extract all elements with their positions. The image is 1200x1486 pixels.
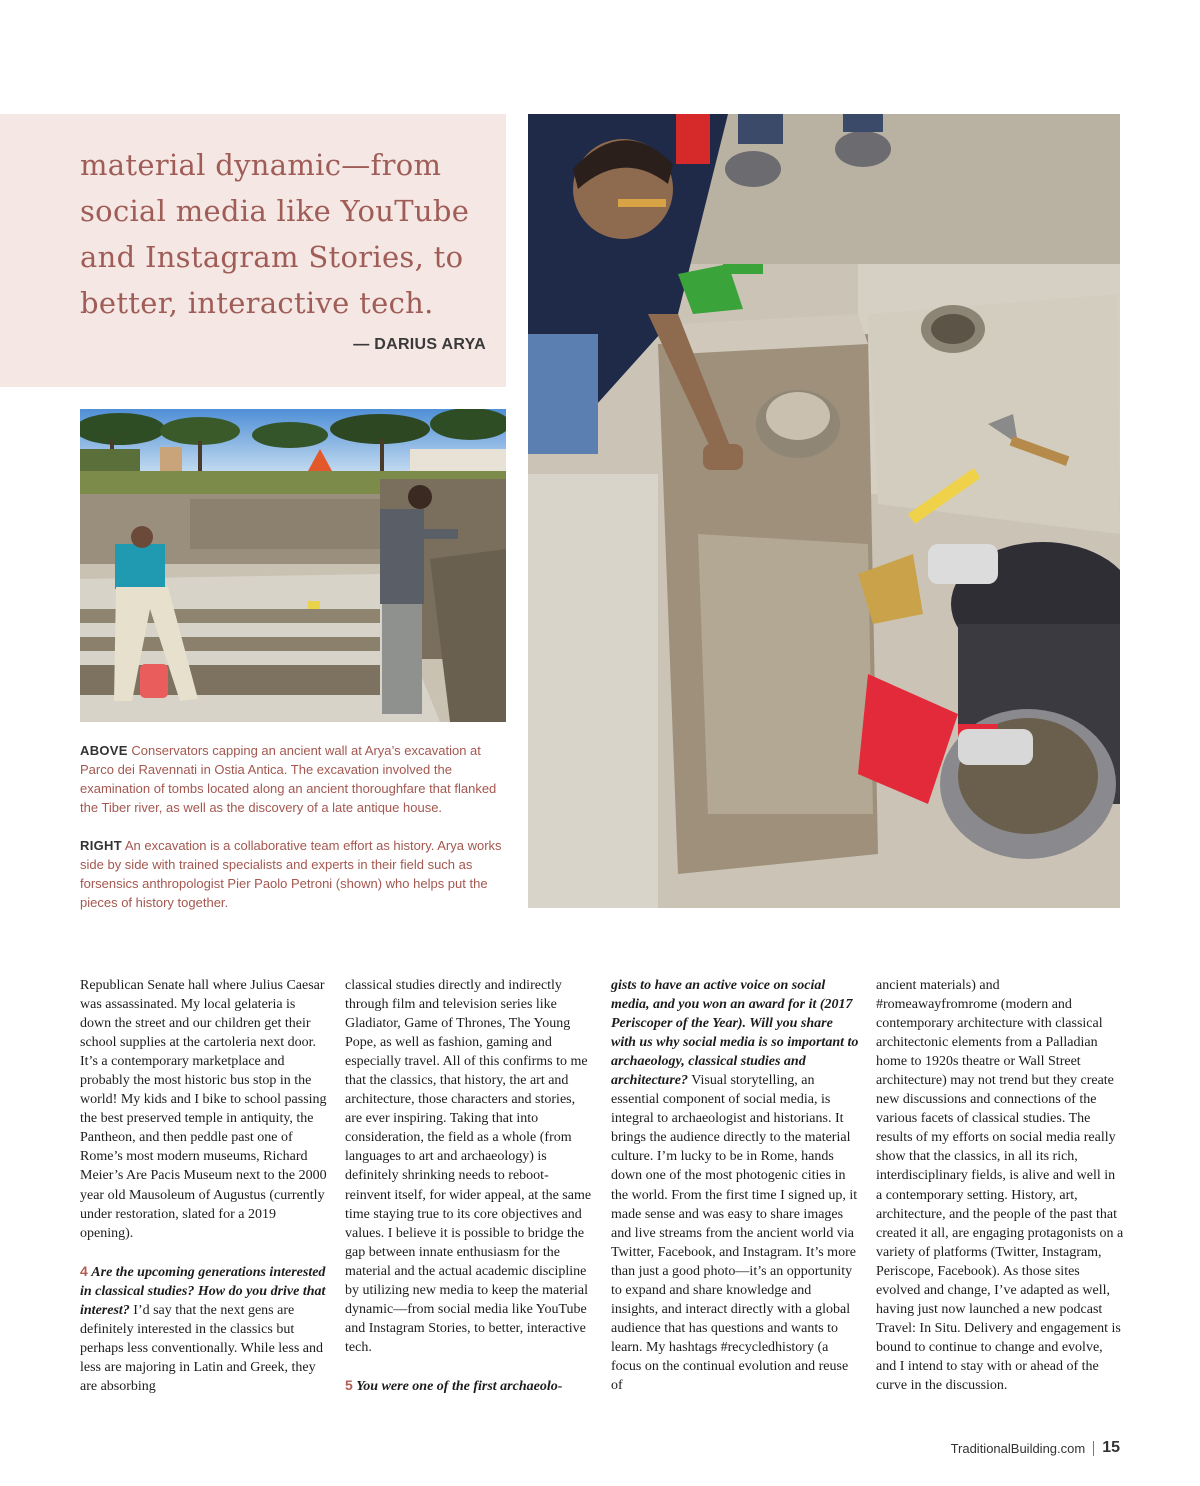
pull-quote-text: material dynamic—from social media like YouTube and Instagram Stories, to better, interactive tech. xyxy=(80,148,470,320)
caption-above-lead: ABOVE xyxy=(80,743,128,758)
question-5-start xyxy=(345,1376,593,1396)
pull-quote-box xyxy=(0,114,506,387)
caption-above-text: Conservators capping an ancient wall at Arya’s excavation at Parco dei Ravennati in Ostia Antica. The excavation involved the examination of tombs located along an ancient thoroughfare that flanked the Tiber river, as well as the discovery of a late antique house. xyxy=(80,743,497,815)
column-1-paragraph: Republican Senate hall where Julius Caesar was assassinated. My local gelateria is down the street and our children get their school supplies at the cartoleria next door. It’s a contemporary marketplace and probably the most historic bus stop in the world! My kids and I bike to school passing the best preserved temple in antiquity, the Pantheon, and then peddle past one of Rome’s most modern museums, Richard Meier’s Are Pacis Museum next to the 2000 year old Mausoleum of Augustus (currently under restoration, slated for a 2019 opening). xyxy=(80,978,327,1241)
question-4 xyxy=(80,1262,328,1396)
column-4 xyxy=(876,976,1124,1395)
column-4-paragraph: ancient materials) and #romeawayfromrome (modern and contemporary architecture with classical architectonic elements from a Palladian home to 1920s theatre or Wall Street architecture) may not trend but they create new discussions and connections of the various facets of classical studies. The results of my efforts on social media really show that the classics, in all its rich, interdisciplinary fields, is alive and well in a contemporary setting. History, art, architecture, and the people of the past that created it all, are engaging protagonists on a variety of platforms (Twitter, Instagram, Periscope, Facebook). As those sites evolved and change, I’ve adapted as well, having just now launched a new podcast Travel: In Situ. Delivery and engagement is bound to continue to change and evolve, and I intend to stay with or ahead of the curve in the discussion. xyxy=(876,978,1124,1393)
caption-right-text: An excavation is a collaborative team effort as history. Arya works side by side with trained specialists and experts in their field such as forsensics anthropologist Pier Paolo Petroni (shown) who helps put the pieces of history together. xyxy=(80,838,502,910)
question-5-number: 5 xyxy=(345,1376,353,1393)
question-5-answer: Visual storytelling, an essential component of social media, is integral to archaeologist and historians. It brings the audience directly to the material culture. I’m lucky to be in Rome, hands down one of the most photogenic cities in the world. From the first time I signed up, it made sense and was easy to share images and live streams from the ancient world via Twitter, Facebook, and Instagram. It’s more than just a good photo—it’s an opportunity to expand and share knowledge and insights, and interact directly with a global audience that has questions and wants to learn. My hashtags #recycledhistory (a focus on the continual evolution and reuse of xyxy=(611,1073,858,1393)
caption-right xyxy=(80,836,512,912)
question-5-text-start: You were one of the first archaeolo- xyxy=(356,1378,563,1394)
column-3 xyxy=(611,976,859,1395)
footer-divider xyxy=(1093,1441,1094,1456)
page-footer xyxy=(951,1439,1120,1457)
excavation-pottery-photo xyxy=(528,114,1120,908)
pull-quote-attribution: — DARIUS ARYA xyxy=(353,336,486,353)
page-number: 15 xyxy=(1102,1439,1120,1456)
column-2-paragraph: classical studies directly and indirectly through film and television series like Gladiator, Game of Thrones, The Young Pope, as well as fashion, gaming and especially travel. All of this confirms to me that the classics, that history, the art and architecture, those characters and stories, are ever inspiring. Taking that into consideration, the field as a whole (from languages to art and archaeology) is definitely shrinking needs to reboot-reinvent itself, for wider appeal, at the same time staying true to its core objectives and values. I believe it is possible to bridge the gap between innate enthusiasm for the material and the actual academic discipline by utilizing new media to keep the material dynamic—from social media like YouTube and Instagram Stories, to better, interactive tech. xyxy=(345,978,592,1355)
question-5-text-continued: gists to have an active voice on social media, and you won an award for it (2017 Periscoper of the Year). Will you share with us why social media is so important to archaeology, classical studies and architecture? xyxy=(611,978,859,1089)
question-4-text: Are the upcoming generations interested in classical studies? How do you drive that interest? xyxy=(80,1264,326,1318)
caption-right-lead: RIGHT xyxy=(80,838,122,853)
question-4-number: 4 xyxy=(80,1262,88,1279)
excavation-wall-photo xyxy=(80,409,506,722)
footer-site: TraditionalBuilding.com xyxy=(950,1440,1086,1456)
caption-above xyxy=(80,741,512,817)
question-4-answer: I’d say that the next gens are definitely interested in the classics but perhaps less conventionally. While less and less are majoring in Latin and Greek, they are absorbing xyxy=(80,1302,323,1394)
column-1 xyxy=(80,976,328,1396)
question-5-continued xyxy=(611,976,859,1395)
column-2 xyxy=(345,976,593,1396)
